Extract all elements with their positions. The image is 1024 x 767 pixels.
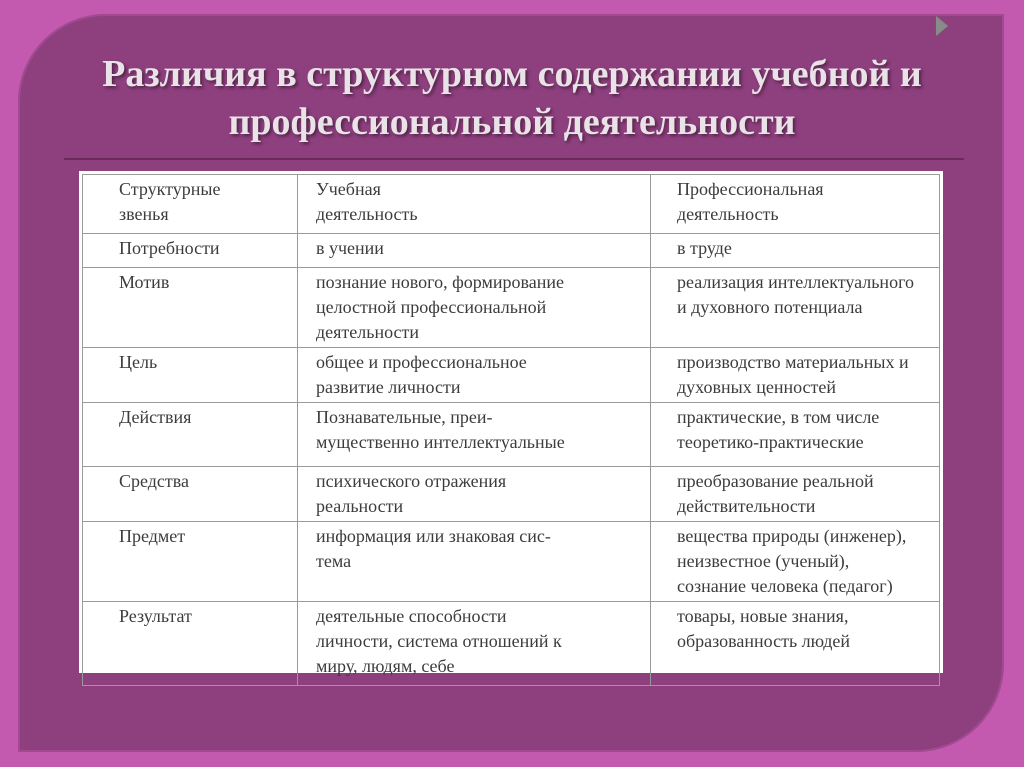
table-row <box>83 234 940 268</box>
professional-activity-cell: в труде <box>651 234 940 268</box>
table-row <box>83 403 940 467</box>
structural-link-cell: Средства <box>83 467 298 522</box>
right-triangle-arrow-icon <box>936 16 948 36</box>
table-row <box>83 348 940 403</box>
professional-activity-cell: преобразование реальной действительности <box>651 467 940 522</box>
professional-activity-cell: практические, в том числе теоретико-практические <box>651 403 940 467</box>
professional-activity-cell: реализация интеллектуального и духовного потенциала <box>651 268 940 348</box>
learning-activity-cell: психического отражения реальности <box>298 467 651 522</box>
learning-activity-cell: общее и профессиональное развитие личности <box>298 348 651 403</box>
comparison-table <box>82 174 940 686</box>
structural-link-cell: Предмет <box>83 522 298 602</box>
table-row <box>83 268 940 348</box>
title-divider <box>64 158 964 160</box>
table-row <box>83 467 940 522</box>
professional-activity-cell: вещества природы (инженер), неизвестное (ученый), сознание человека (педагог) <box>651 522 940 602</box>
structural-link-cell: Результат <box>83 602 298 686</box>
comparison-table-panel <box>79 171 943 676</box>
professional-activity-cell: товары, новые знания, образованность людей <box>651 602 940 686</box>
learning-activity-cell: деятельные способности личности, система отношений к миру, людям, себе <box>298 602 651 686</box>
slide-title: Различия в структурном содержании учебной и профессиональной деятельности <box>102 53 922 143</box>
header-learning-activity-cell: Учебная деятельность <box>298 175 651 234</box>
learning-activity-cell: познание нового, формирование целостной профессиональной деятельности <box>298 268 651 348</box>
table-body <box>83 175 940 686</box>
header-structural-link-cell: Структурные звенья <box>83 175 298 234</box>
table-row <box>83 522 940 602</box>
structural-link-cell: Действия <box>83 403 298 467</box>
learning-activity-cell: информация или знаковая сис- тема <box>298 522 651 602</box>
table-header-row <box>83 175 940 234</box>
learning-activity-cell: Познавательные, преи- мущественно интеллектуальные <box>298 403 651 467</box>
structural-link-cell: Потребности <box>83 234 298 268</box>
learning-activity-cell: в учении <box>298 234 651 268</box>
header-professional-activity-cell: Профессиональная деятельность <box>651 175 940 234</box>
table-row <box>83 602 940 686</box>
professional-activity-cell: производство материальных и духовных ценностей <box>651 348 940 403</box>
structural-link-cell: Цель <box>83 348 298 403</box>
structural-link-cell: Мотив <box>83 268 298 348</box>
